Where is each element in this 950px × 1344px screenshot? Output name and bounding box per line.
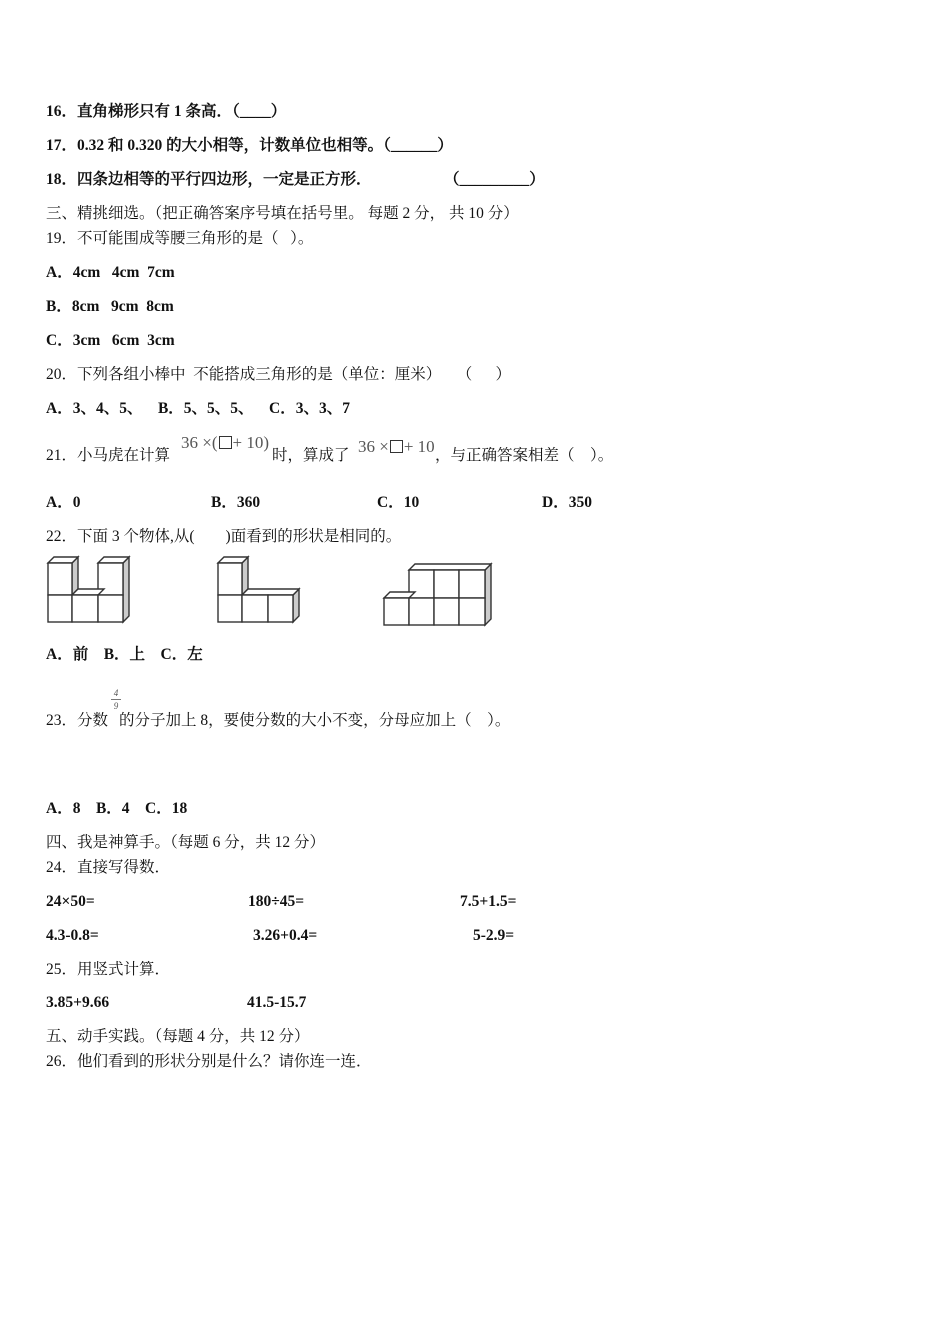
question-17: 17．0.32 和 0.320 的大小相等，计数单位也相等。（______） — [46, 137, 453, 154]
question-21-suffix: ，与正确答案相差（ ）。 — [435, 447, 614, 464]
question-18: 18．四条边相等的平行四边形，一定是正方形． — [46, 171, 372, 188]
blank-box-icon — [390, 440, 403, 453]
question-22-options: A．前 B．上 C．左 — [46, 646, 203, 663]
calc-item-6: 5-2.9= — [473, 927, 515, 944]
question-21-expression-2: 36 × + 10 — [358, 437, 435, 456]
question-21-option-b: B．360 — [211, 494, 261, 511]
question-19-option-c: C．3cm 6cm 3cm — [46, 332, 175, 349]
question-23-options: A．8 B．4 C．18 — [46, 800, 188, 817]
question-19-option-b: B．8cm 9cm 8cm — [46, 298, 174, 315]
question-18-blank: （_________） — [444, 171, 545, 188]
question-21-option-a: A．0 — [46, 494, 81, 511]
section-3-heading: 三、精挑细选。（把正确答案序号填在括号里。 每题 2 分， 共 10 分） — [46, 205, 519, 222]
blank-box-icon — [219, 436, 232, 449]
question-24: 24．直接写得数． — [46, 859, 171, 876]
question-16: 16．直角梯形只有 1 条高．（____） — [46, 103, 287, 120]
calc-item-4: 4.3-0.8= — [46, 927, 99, 944]
question-21-middle: 时，算成了 — [272, 447, 350, 464]
calc-item-5: 3.26+0.4= — [253, 927, 318, 944]
question-19: 19．不可能围成等腰三角形的是（ ）。 — [46, 230, 314, 247]
fraction-denominator: 9 — [113, 701, 119, 711]
question-21-prefix: 21．小马虎在计算 — [46, 447, 171, 464]
question-25: 25．用竖式计算． — [46, 961, 171, 978]
vertical-calc-item-1: 3.85+9.66 — [46, 994, 110, 1011]
question-23-suffix: 的分子加上 8，要使分数的大小不变，分母应加上（ ）。 — [119, 712, 511, 729]
calc-item-1: 24×50= — [46, 893, 95, 910]
cube-figure-2 — [216, 560, 306, 624]
section-5-heading: 五、动手实践。（每题 4 分，共 12 分） — [46, 1028, 310, 1045]
fraction-numerator: 4 — [113, 688, 119, 698]
fraction-bar — [111, 699, 121, 700]
question-20-options: A．3、4、5、 B．5、5、5、 C．3、3、7 — [46, 400, 350, 417]
section-4-heading: 四、我是神算手。（每题 6 分，共 12 分） — [46, 834, 326, 851]
question-20: 20．下列各组小棒中 不能搭成三角形的是（单位：厘米） （ ） — [46, 366, 512, 383]
question-21-option-c: C．10 — [377, 494, 420, 511]
question-26: 26．他们看到的形状分别是什么？请你连一连． — [46, 1053, 372, 1070]
question-19-option-a: A．4cm 4cm 7cm — [46, 264, 175, 281]
question-23-prefix: 23．分数 — [46, 712, 109, 729]
cube-figure-3 — [383, 560, 495, 628]
question-21-expression-1: 36 ×( + 10) — [181, 433, 269, 452]
question-22: 22．下面 3 个物体,从( )面看到的形状是相同的。 — [46, 528, 402, 545]
question-21-option-d: D．350 — [542, 494, 592, 511]
cube-figure-1 — [46, 560, 136, 624]
calc-item-2: 180÷45= — [248, 893, 305, 910]
calc-item-3: 7.5+1.5= — [460, 893, 517, 910]
vertical-calc-item-2: 41.5-15.7 — [247, 994, 307, 1011]
fraction-4-9 — [111, 688, 121, 711]
